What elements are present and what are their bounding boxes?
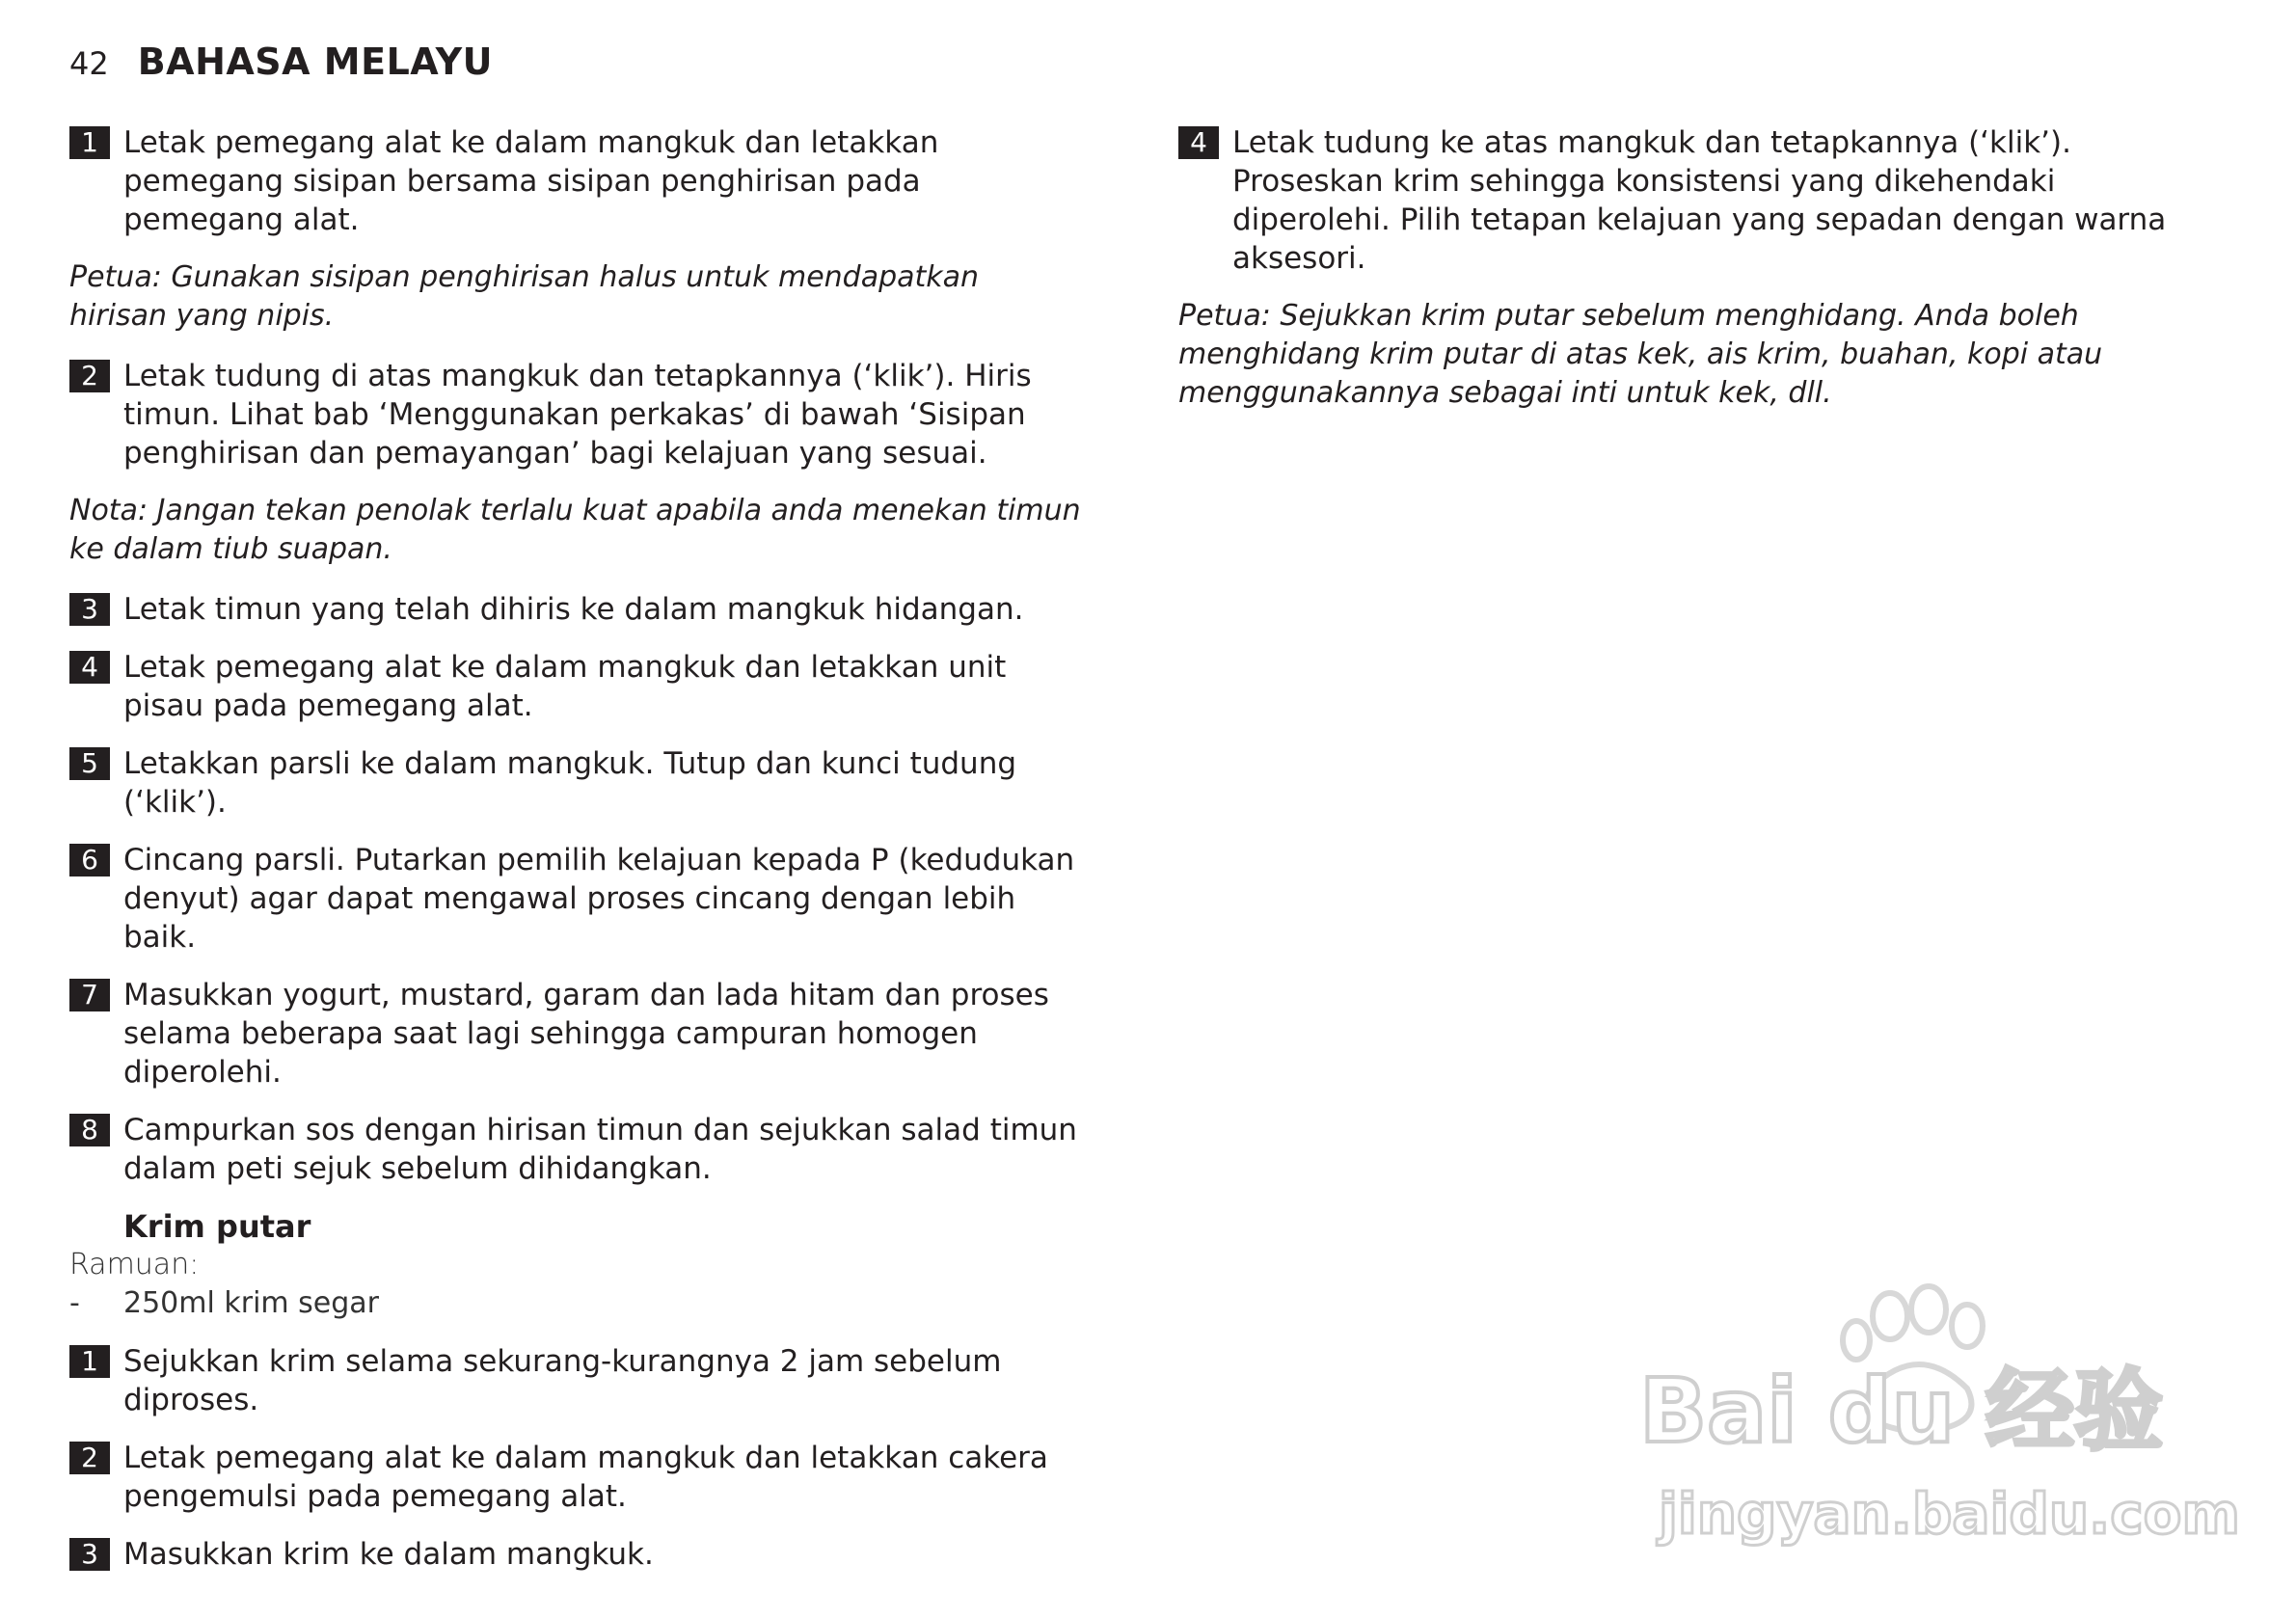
- left-column: [69, 123, 1082, 1593]
- step-text: Letakkan parsli ke dalam mangkuk. Tutup dan kunci tudung (‘klik’).: [123, 746, 1017, 820]
- step-item: [1178, 123, 2201, 278]
- step-item: [69, 1111, 1082, 1188]
- step-number-badge: 7: [69, 979, 110, 1011]
- step-text: Letak timun yang telah dihiris ke dalam mangkuk hidangan.: [123, 592, 1024, 627]
- step-number-badge: 4: [69, 651, 110, 684]
- step-item: [69, 590, 1082, 629]
- step-text: Letak pemegang alat ke dalam mangkuk dan letakkan cakera pengemulsi pada pemegang alat.: [123, 1441, 1048, 1514]
- step-text: Letak tudung di atas mangkuk dan tetapkannya (‘klik’). Hiris timun. Lihat bab ‘Menggunakan perkakas’ di bawah ‘Sisipan penghirisan dan pemayangan’ bagi kelajuan yang sesuai.: [123, 359, 1032, 471]
- watermark-url: jingyan.baidu.com: [1659, 1481, 2240, 1547]
- list-dash: -: [69, 1286, 80, 1320]
- step-item: [69, 648, 1082, 725]
- step-number-badge: 8: [69, 1114, 110, 1146]
- step-list-d: [69, 1342, 1082, 1574]
- step-number-badge: 2: [69, 360, 110, 392]
- step-list-a: [69, 123, 1082, 239]
- step-number-badge: 2: [69, 1442, 110, 1474]
- step-number-badge: 3: [69, 593, 110, 626]
- tip-note: Petua: Gunakan sisipan penghirisan halus untuk mendapatkan hirisan yang nipis.: [69, 260, 980, 333]
- step-item: [69, 744, 1082, 822]
- step-text: Letak pemegang alat ke dalam mangkuk dan letakkan pemegang sisipan bersama sisipan penghirisan pada pemegang alat.: [123, 125, 939, 237]
- page-number: 42: [69, 45, 109, 82]
- recipe-title: Krim putar: [123, 1208, 311, 1245]
- step-item: [69, 1342, 1082, 1419]
- step-item: [69, 1439, 1082, 1516]
- step-number-badge: 1: [69, 126, 110, 159]
- step-text: Letak pemegang alat ke dalam mangkuk dan letakkan unit pisau pada pemegang alat.: [123, 650, 1007, 723]
- ingredient-text: 250ml krim segar: [123, 1286, 380, 1320]
- step-item: [69, 976, 1082, 1092]
- watermark-brand: Bai du 经验: [1639, 1360, 2164, 1463]
- tip-note-right: Petua: Sejukkan krim putar sebelum menghidang. Anda boleh menghidang krim putar di atas kek, ais krim, buahan, kopi atau menggunakannya sebagai inti untuk kek, dll.: [1178, 299, 2103, 410]
- step-item: [69, 1535, 1082, 1574]
- step-item: [69, 841, 1082, 957]
- step-number-badge: 3: [69, 1538, 110, 1571]
- step-item: [69, 123, 1082, 239]
- step-list-b: [69, 357, 1082, 472]
- step-text: Campurkan sos dengan hirisan timun dan sejukkan salad timun dalam peti sejuk sebelum dihidangkan.: [123, 1113, 1077, 1186]
- step-text: Cincang parsli. Putarkan pemilih kelajuan kepada P (kedudukan denyut) agar dapat mengawal proses cincang dengan lebih baik.: [123, 843, 1075, 955]
- step-list-e: [1178, 123, 2201, 278]
- step-text: Masukkan yogurt, mustard, garam dan lada hitam dan proses selama beberapa saat lagi sehingga campuran homogen diperolehi.: [123, 978, 1049, 1090]
- ingredients-label: Ramuan:: [69, 1248, 200, 1281]
- step-number-badge: 4: [1178, 126, 1219, 159]
- step-number-badge: 1: [69, 1345, 110, 1378]
- step-number-badge: 5: [69, 747, 110, 780]
- step-item: [69, 357, 1082, 472]
- warning-note: Nota: Jangan tekan penolak terlalu kuat apabila anda menekan timun ke dalam tiub suapan.: [69, 494, 1081, 566]
- baidu-watermark: [1630, 1273, 2240, 1562]
- ingredient-item: [69, 1284, 1082, 1323]
- right-column: [1178, 123, 2201, 434]
- step-text: Sejukkan krim selama sekurang-kurangnya 2 jam sebelum diproses.: [123, 1344, 1002, 1417]
- page-header: [69, 40, 493, 87]
- step-number-badge: 6: [69, 844, 110, 876]
- step-text: Letak tudung ke atas mangkuk dan tetapkannya (‘klik’). Proseskan krim sehingga konsistensi yang dikehendaki diperolehi. Pilih tetapan kelajuan yang sepadan dengan warna aksesori.: [1232, 125, 2167, 276]
- step-text: Masukkan krim ke dalam mangkuk.: [123, 1537, 654, 1572]
- step-list-c: [69, 590, 1082, 1188]
- baidu-paw-logo: [1630, 1273, 2240, 1562]
- section-title: BAHASA MELAYU: [137, 40, 493, 83]
